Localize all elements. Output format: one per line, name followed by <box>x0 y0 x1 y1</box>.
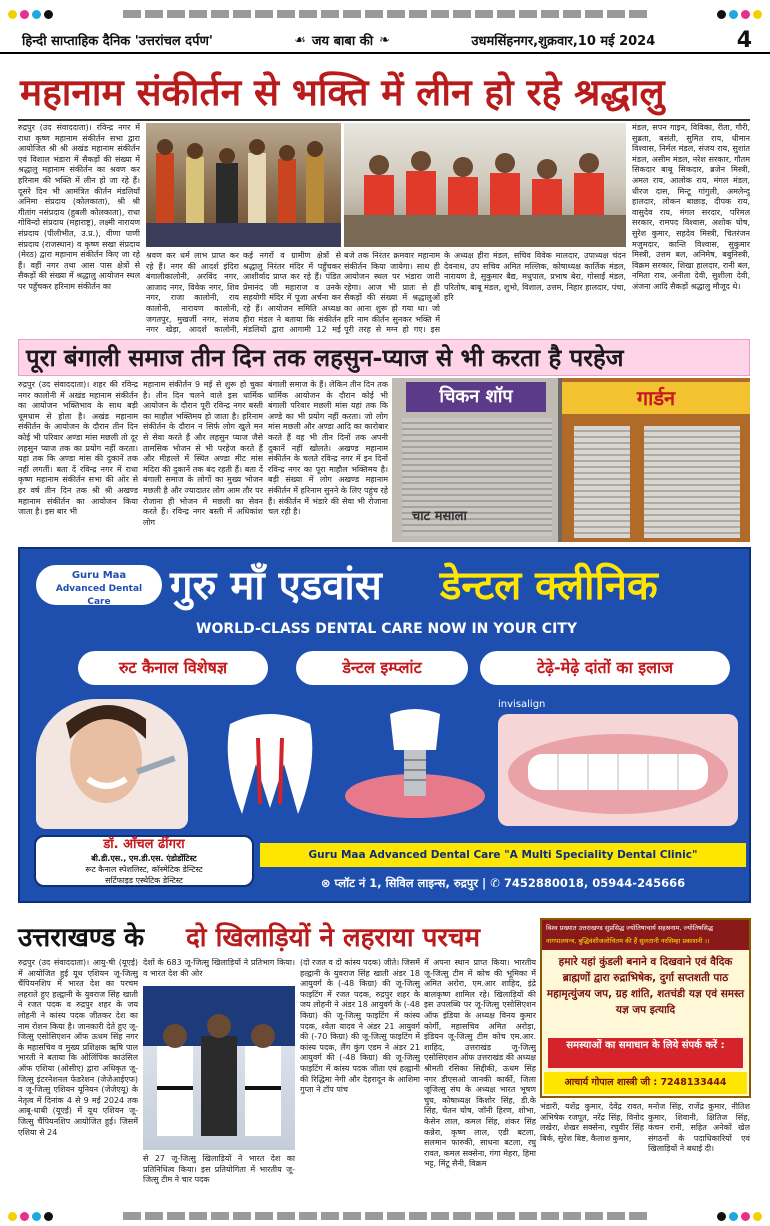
judo-athletes-icon <box>143 986 295 1150</box>
story2-headline: पूरा बंगाली समाज तीन दिन तक लहसुन-प्याज से भी करता है परहेज <box>26 343 624 372</box>
implant-image <box>340 704 490 822</box>
story3-col6: मनोज सिंह, राजेंद्र कुमार, नीतिश कुमार, शिवानी, क्षितिज सिंह, कंचन रानी, सहित अनेकों खेल संगठनों के पदाधिकारियों एवं खिलाड़ियों ने बधाई दी। <box>648 1102 750 1154</box>
story2-col3: बंगाली समाज के हैं। लेकिन तीन दिन तक धार्मिक आयोजन के दौरान कोई भी बंगाली परिवार मछली मांस यहां तक कि अण्डे का भी प्रयोग नहीं करता। जो लोग मांस मछली और अण्डा आदि का कारोबार करते हैं वह भी तीन दिनों तक अपनी दुकानें नहीं खोलते। अखण्ड महानाम संकीर्तन के चलते रविन्द्र नगर में इन दिनों रविन्द्र नगर का पूरा माहौल भक्तिमय है। बड़ी संख्या में लोग अखण्ड महानाम संकीर्तन में हरिनाम सुनने के लिए पहुंच रहे हैं। संकीर्तन में भंडारे की सेवा भी रोजाना चल रही है। <box>268 380 388 517</box>
masthead-center: ☙ जय बाबा की ❧ <box>294 32 390 49</box>
service-root-canal: रुट कैनाल विशेषज्ञ <box>78 651 268 685</box>
astro-highlight: समस्याओं का समाधान के लिये संपर्क करें : <box>548 1038 743 1068</box>
story1-col1: रुद्रपुर (उद संवाददाता)। रविन्द्र नगर में राधा कृष्ण महानाम संकीर्तन सभा द्वारा आयोजित श्री श्री अखंड महानाम संकीर्तन एवं विशाल भंडारा में सैकड़ों की संख्या में श्रद्धालु महानाम संकीर्तन का श्रवण कर हरिनाम की भक्ति में लीन हो जा रहे हैं। दूसरे दिन भी आमंत्रित कीर्तन मंडलियाँ अनिमा संप्रदाय (कोलकाता), श्री श्री गीतांग नसंप्रदाय (हुबली कोलकाता), राधा गोविन्दो संप्रदाय (महाराष्ट्र), लक्ष्मी नारायण संप्रदाय (पीलीभीत, उ.प्र.), वीणा पाणी संप्रदाय (राजस्थान) व कृष्ण सखा संप्रदाय (मेरठ) द्वारा महानाम संकीर्तन किए जा रहे हैं। वहीं नगर तथा आस पास क्षेत्रों से सैकड़ों की संख्या में श्रद्धालु आयोजन स्थल पर पहुँचकर हरिनाम संकीर्तन का <box>18 123 140 291</box>
color-dots-right <box>717 10 762 19</box>
shutter-right <box>644 426 740 538</box>
story1-col5: के अध्यक्ष हीरा मंडल, सचिव विवेक मालदार, उपाध्यक्ष चंदन देवनाथ, उप सचिव अमित मल्लिक, कोषाध्यक्ष कार्तिक मंडल, नारायण डे, सुकुमार बैद्य, मधुपाल, प्रभाष बेरा, गोसाईं मंडल, परितोष, बाबू मंडल, शुभो, विशाल, उत्तम, निहार हालदार, पंचा, हरि <box>444 251 626 303</box>
patient-photo <box>36 699 188 829</box>
story3-col2: देशों के 683 जू-जित्सु खिलाड़ियों ने प्रतिभाग किया। व भारत देश की ओर <box>143 958 295 978</box>
bottom-dots-left <box>8 1212 53 1221</box>
story1-col2: श्रवण कर धर्म लाभ प्राप्त कर रहे हैं। नगर की आदर्श इंदिरा बंगालीकालोनी, अरविंद नगर, आजाद नगर, विवेक नगर, शिव नगर, राजा कालोनी, राय कालोनी, नारायण कालोनी, जगतपुर, मुखर्जी नगर, संजय नगर खेड़ा, आदर्श कालोनी, <box>146 251 239 335</box>
aligner-photo <box>498 714 738 826</box>
bottom-gray-blocks <box>123 1212 647 1220</box>
astro-contact: आचार्य गोपाल शास्त्री जी : 7248133444 <box>544 1072 747 1094</box>
service-braces: टेढ़े-मेढ़े दांतों का इलाज <box>480 651 730 685</box>
om-icon: ☙ <box>294 32 306 48</box>
shop-sign-left: चिकन शॉप <box>406 382 546 412</box>
bottom-registration-bar <box>0 1208 770 1224</box>
story3-headline-a: उत्तराखण्ड के <box>18 923 145 953</box>
shutter-text: चाट मसाला <box>412 509 467 524</box>
story2-col2: महानाम संकीर्तन 9 मई से शुरू हो चुका है। तीन दिन चलने वाले इस धार्मिक आयोजन के दौरान पूरी रविन्द्र नगर बस्ती का माहौल भक्तिमय हो जाता है। हरिनाम संकीर्तन के दौरान न सिर्फ लोग खुले मन से सेवा करते हैं और लहसुन प्याज जैसे तामसिक भोजन से भी परहेज करते हैं और मीहल्ले में स्थित अण्डा मीट मांस मदिरा की दुकानें तक बंद रहती हैं। बता दें बंगाली समाज के लोगों का मुख्य भोजन मछली है और ज्यादातर लोग आम तौर पर रोजाना ही भोजन में मछली का सेवन करते हैं। रविन्द्र नगर बस्ती में अधिकांश लोग <box>143 380 263 527</box>
top-registration-bar <box>0 6 770 22</box>
aligner-teeth-icon <box>498 714 738 826</box>
bottom-dots-right <box>717 1212 762 1221</box>
story3-col1: रुद्रपुर (उद संवाददाता)। आयु-षी (यूएई) में आयोजित हुई यूथ एशियन जू-जित्सु चैंपियनशिप में भारत देश का परचम लहराते हुए हल्द्वानी के युवराज सिंह खाती ने रजत पदक व रुद्रपुर शहर के जय लोहनी ने कांस्य पदक जीतकर देश का नाम रोशन किया है। जानकारी देते हुए जू-जित्सु एसोसिएशन ऑफ ऊधम सिंह नगर के महासचिव व मुख्य प्रशिक्षक ऋषि पाल भारती ने बताया कि ओलिंपिक काउंसिल ऑफ एशिया (ओसीए) द्वारा अधिकृत जू-जित्सु इंटरनेशनल फेडरेशन (जेजेआईएफ) व जू-जित्सु एशियन यूनियन (जेजेएयू) के नेतृत्व में दिनांक 4 से 9 मई 2024 तक आबू-धाबी (यूएई) में यूथ एशियन जू-जित्सु चैंपियनशिप आयोजित हुई। जिसमें एशिया से 24 <box>18 958 138 1137</box>
doctor-qual3: सर्टिफाइड एस्थेटिक डेन्टिस्ट <box>105 876 183 885</box>
clinic-address-phone: ⊗ प्लॉट नं 1, सिविल लाइन्स, रुद्रपुर | ✆ 7452880018, 05944-245666 <box>320 876 686 890</box>
dental-clinic-ad <box>18 547 751 903</box>
page-number: 4 <box>736 27 752 53</box>
smiling-woman-icon <box>36 699 188 829</box>
story3-headline-b: दो खिलाड़ियों ने लहराया परचम <box>186 923 481 953</box>
kirtan-singers-photo <box>146 123 341 247</box>
story3-col4: में अपना स्थान प्राप्त किया। भारतीय जू-जित्सु टीम में कोच की भूमिका में अमित अरोरा, एम.आर शाहिद, इंद्रे बालकृष्ण शामिल रहे। खिलाड़ियों की इस उपलब्धि पर जू-जित्सु एसोसिएशन ऑफ इंडिया के अध्यक्ष विनय कुमार कोर्गी, महासचिव अमित अरोड़ा, इंडियन जू-जित्सु टीम कोच एम.आर. शाहिद, उत्तराखंड जू-जित्सु एसोसिएशन ऑफ उत्तराखंड की अध्यक्ष श्रीमती रसिका सिद्दीकी, ऊधम सिंह नगर डीएसओ जानकी कार्की, जिला जूजित्सु संघ के अध्यक्ष भारत भूषण चुघ, कोषाध्यक्ष किशोर सिंह, डी.के सिंह, चेतन घोष, जॉनी हिरण, शोभा, केसेन लाल, कमल सिंह, शंकर सिंह कन्नेरा, कृष्ण लाल, एडी बटला, सलमान फारुकी, साधना बटला, रघु रावत, कमल सक्सेना, गंगा मेहरा, हिमा भट्ट, मिंटू सैनी, विक्रम <box>424 958 536 1169</box>
story1-col4: बजे तक निरंतर क्रमवार महानाम संकीर्तन किया जायेगा। साथ ही आयोजन स्थल पर भंडारा जारी रहेगा। आज भी प्रातः से ही सैकड़ों की संख्या में श्रद्धालुओं का आना शुरू हो गया था। जो हरि नाम कीर्तन सुनकर भक्ति में पूरी तरह से मग्न हो गए। इस <box>344 251 440 335</box>
divider <box>18 119 750 121</box>
root-canal-tooth <box>210 704 330 822</box>
aligner-brand: invisalign <box>498 699 546 710</box>
astrology-ad <box>540 918 751 1098</box>
service-implant: डेन्टल इम्प्लांट <box>296 651 468 685</box>
masthead <box>0 28 770 54</box>
story1-col6: मंडल, सपन गाइन, विविका, रीता, गौरी, सुब्रता, बसंती, सुमित राय, धीमान विश्वास, निर्मल मंडल, संजय राय, सुशांत मंडल, असीम मंडल, नरेश सरकार, गौतम सिकदार बाबू सिकदार, ब्रजेन मिस्त्री, अमल राय, आलोक राय, मंगल मंडल, धीरज दास, मिन्टू गांगुली, अमलेन्दु हालदार, लोकन बाछाड़, दीपक राय, वासुदेव राय, मंगल सरदार, परिमल सरकार, रामपद विश्वास, अशोक घोष, सुरेश कुमार, सहदेव मिस्त्री, चितरंजन मजुमदार, कान्ति विश्वास, सुकुमार मिस्त्री, उत्तम बल, अनिमेष, बबुनिस्त्री, विक्रम सरकार, शिखा हालदार, रानी बल, नमिता राय, अनीता देवी, सुशीला देवी, अंजना आदि सैकड़ों श्रद्धालु मौजूद थे। <box>632 123 750 291</box>
astro-body: हमारे यहां कुंडली बनाने व दिखवाने एवं वैदिक ब्राह्मणों द्वारा रुद्राभिषेक, दुर्गा सप्तशती पाठ महामृत्युंजय जप, ग्रह शांति, शतचंडी यज्ञ एवं समस्त यज्ञ जप इत्यादि <box>546 956 745 1016</box>
doctor-name: डॉ. आँचल ढींगरा <box>103 837 185 852</box>
tooth-icon <box>210 704 330 822</box>
implant-icon <box>340 704 490 822</box>
shop-sign-right: गार्डन <box>562 382 750 414</box>
story1-headline: महानाम संकीर्तन से भक्ति में लीन हो रहे श्रद्धालु <box>20 70 665 114</box>
story3-photo-caption: से 27 जू-जित्सु खिलाड़ियों ने भारत देश का प्रतिनिधित्व किया। इस प्रतियोगिता में भारतीय जू-जित्सु टीम ने चार पदक <box>143 1154 295 1185</box>
story1-photo-left <box>146 123 341 247</box>
color-dots-left <box>8 10 53 19</box>
devotees-seated-photo <box>344 123 626 247</box>
ad-tagline: WORLD-CLASS DENTAL CARE NOW IN YOUR CITY <box>196 621 577 637</box>
ad-title-white: गुरु माँ एडवांस <box>170 563 382 609</box>
astro-line1: विश्व प्रख्यात उत्तराखण्ड सुप्रसिद्ध ज्योतिषाचार्य सहस्रनाम, ज्योतिषसिद्ध <box>546 924 714 932</box>
shutter-mid <box>574 426 630 538</box>
story3-col3: (दो रजत व दो कांस्य पदक) जीते। जिसमें हल्द्वानी के युवराज सिंह खाती अंडर 18 आयुवर्ग के (-48 किग्रा) की जू-जित्सु फाइटिंग में रजत पदक, रुद्रपुर शहर के जय लोहनी ने अंडर 18 आयुवर्ग के (-48 किग्रा) की जू-जित्सु फाइटिंग में कांस्य पदक, श्वेता यादव ने अंडर 21 आयुवर्ग की (-70 किग्रा) की जू-जित्सु फाइटिंग में कांस्य पदक, लैंग कुंग एडम ने अंडर 21 आयुवर्ग की (-48 किग्रा) की जू-जित्सु फाइटिंग में कांस्य पदक जीता एवं हल्द्वानी की रिद्धिमा नेगी और देहरादून के आशिमा गुप्ता ने टॉप पांच <box>300 958 420 1095</box>
story3-col5: भंडारी, यशेंद्र कुमार, देवेंद्र रावत, अभिषेक रजपूत, नरेंद्र सिंह, विनोद लखेरा, शेखर सक्सेना, रघुवीर सिंह बिर्क, सुरेश बिष्ट, कैलाश कुमार, <box>540 1102 644 1143</box>
masthead-paper-name: हिन्दी साप्ताहिक दैनिक 'उत्तरांचल दर्पण' <box>22 34 213 49</box>
doctor-qual2: रूट कैनाल स्पेशलिस्ट, कॉस्मेटिक डेन्टिस्ट <box>85 865 203 874</box>
story1-col3: कई नगरों व ग्रामीण क्षेत्रों से श्रद्धालु निरंतर मंदिर में पहुँचकर आशीर्वाद प्राप्त कर रहे हैं। पंडित प्रेमानंद जी महाराज व उनके सहयोगी मंदिर में पूजा अर्चना कर रहे हैं। आयोजन समिति अध्यक्ष हीरा मंडल ने बताया कि संकीर्तन मंडलियों द्वारा आगामी 12 मई <box>243 251 341 335</box>
logo-line1: Guru Maa <box>71 570 127 581</box>
story2-photo-closed-shops <box>392 378 750 542</box>
masthead-date: उधमसिंहनगर,शुक्रवार,10 मई 2024 <box>471 34 656 49</box>
astro-line2: नागपालयन्त्र, बुद्धिवंशीजलोचितम की हैं सुलतानी नरसिम्हा प्रकाशनी ।। <box>546 937 710 945</box>
doctor-qual1: बी.डी.एस., एम.डी.एस. एंडोडोंटिस्ट <box>91 854 197 863</box>
clinic-banner: Guru Maa Advanced Dental Care "A Multi Speciality Dental Clinic" <box>260 843 746 867</box>
logo-line2: Advanced Dental Care <box>55 584 143 607</box>
story3-athletes-photo <box>143 986 295 1150</box>
gray-blocks <box>123 10 647 18</box>
ad-title-yellow: डेन्टल क्लीनिक <box>440 563 658 609</box>
om-icon-right: ❧ <box>379 32 390 48</box>
story1-photo-right <box>344 123 626 247</box>
story2-col1: रुद्रपुर (उद संवाददाता)। शहर की रविन्द्र नगर कालोनी में अखंड महानाम संकीर्तन का आयोजन भक्तिभाव के साथ बड़ी धूमधाम से होता है। अखंड महानाम संकीर्तन के आयोजन के दौरान तीन दिन कोई भी परिवार अण्डा मांस मछली तो दूर लहसुन प्याज तक का प्रयोग नहीं करता। यहां तक कि अण्डा मांस की दुकानें तक नहीं लगतीं। बता दें रविन्द्र नगर में राधा कृष्ण महानाम संकीर्तन सभा की ओर से हर वर्ष तीन दिन तक श्री श्री अखण्ड महानाम संकीर्तन का आयोजन किया जाता है। इस बार भी <box>18 380 138 517</box>
